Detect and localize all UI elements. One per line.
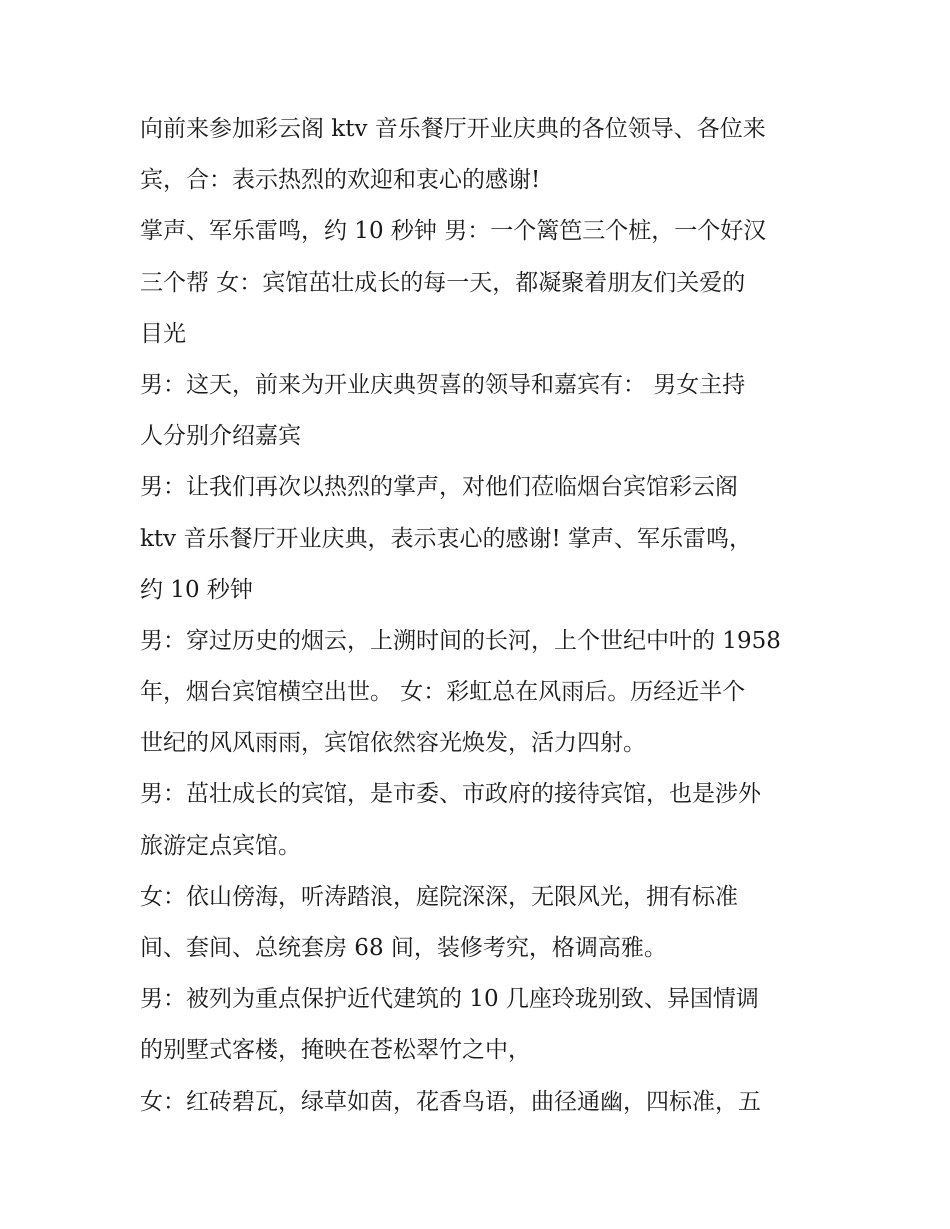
text-line-1: 向前来参加彩云阁 ktv 音乐餐厅开业庆典的各位领导、各位来 bbox=[140, 116, 766, 142]
text-line-8: 男：让我们再次以热烈的掌声，对他们莅临烟台宾馆彩云阁 bbox=[140, 474, 738, 501]
text-line-12: 年，烟台宾馆横空出世。 女：彩虹总在风雨后。历经近半个 bbox=[140, 679, 746, 706]
text-line-5: 目光 bbox=[140, 320, 186, 347]
text-line-15: 旅游定点宾馆。 bbox=[140, 832, 301, 859]
text-line-7: 人分别介绍嘉宾 bbox=[140, 423, 301, 450]
text-line-2: 宾，合：表示热烈的欢迎和衷心的感谢! bbox=[140, 167, 541, 194]
text-line-14: 男：茁壮成长的宾馆，是市委、市政府的接待宾馆，也是涉外 bbox=[140, 781, 761, 808]
text-line-19: 的别墅式客楼，掩映在苍松翠竹之中， bbox=[140, 1037, 531, 1064]
text-line-18: 男：被列为重点保护近代建筑的 10 几座玲珑别致、异国情调 bbox=[140, 986, 759, 1013]
text-line-3: 掌声、军乐雷鸣，约 10 秒钟 男：一个篱笆三个桩，一个好汉 bbox=[140, 218, 767, 245]
document-body bbox=[140, 104, 830, 1128]
text-line-17: 间、套间、总统套房 68 间，装修考究，格调高雅。 bbox=[140, 935, 667, 961]
text-line-6: 男：这天，前来为开业庆典贺喜的领导和嘉宾有： 男女主持 bbox=[140, 371, 746, 398]
text-line-20: 女：红砖碧瓦，绿草如茵，花香鸟语，曲径通幽，四标准，五 bbox=[140, 1088, 761, 1115]
text-line-16: 女：依山傍海，听涛踏浪，庭院深深，无限风光，拥有标准 bbox=[140, 883, 738, 910]
text-line-13: 世纪的风风雨雨，宾馆依然容光焕发，活力四射。 bbox=[140, 730, 646, 757]
text-line-10: 约 10 秒钟 bbox=[140, 576, 253, 603]
text-line-11: 男：穿过历史的烟云，上溯时间的长河，上个世纪中叶的 1958 bbox=[140, 627, 781, 654]
text-line-4: 三个帮 女：宾馆茁壮成长的每一天，都凝聚着朋友们关爱的 bbox=[140, 269, 746, 296]
text-line-9: ktv 音乐餐厅开业庆典，表示衷心的感谢! 掌声、军乐雷鸣， bbox=[140, 525, 753, 552]
